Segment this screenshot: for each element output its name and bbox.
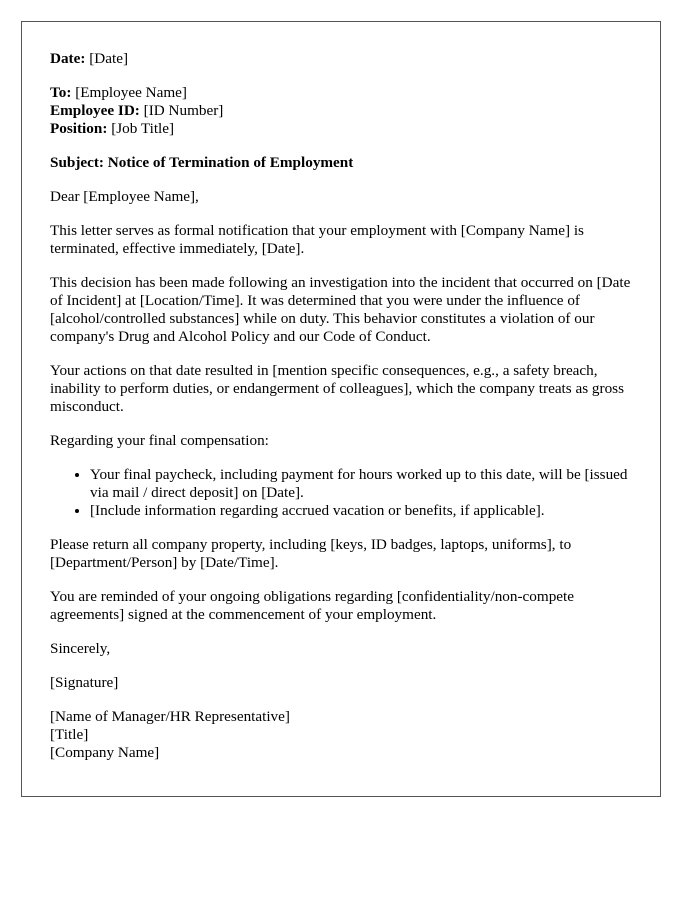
signer-company: [Company Name] (50, 744, 160, 761)
paragraph-notification: This letter serves as formal notification that your employment with [Company Name] is terminated, effective immediately, [Date]. (50, 222, 584, 257)
position-label: Position: (50, 120, 108, 137)
date-line (50, 50, 632, 68)
subject-line: Subject: Notice of Termination of Employment (50, 154, 354, 171)
compensation-item-benefits: • [Include information regarding accrued vacation or benefits, if applicable]. (90, 502, 632, 520)
date-label: Date: (50, 50, 86, 67)
salutation: Dear [Employee Name], (50, 188, 199, 205)
signer-name: [Name of Manager/HR Representative] (50, 708, 290, 725)
compensation-list (50, 466, 632, 520)
signer-block (50, 708, 632, 762)
paragraph-investigation: This decision has been made following an investigation into the incident that occurred on [Date of Incident] at [Location/Time]. It was determined that you were under the influence of [alcohol/controlled substances] while on duty. This behavior constitutes a violation of our company's Drug and Alcohol Policy and our Code of Conduct. (50, 274, 631, 345)
employee-id-line (50, 102, 632, 120)
position-value: [Job Title] (111, 120, 175, 137)
signature-placeholder: [Signature] (50, 674, 119, 691)
employee-id-label: Employee ID: (50, 102, 140, 119)
to-line (50, 84, 632, 102)
paragraph-compensation-intro: Regarding your final compensation: (50, 432, 269, 449)
employee-id-value: [ID Number] (143, 102, 224, 119)
sign-off: Sincerely, (50, 640, 111, 657)
signer-title: [Title] (50, 726, 89, 743)
paragraph-return-property: Please return all company property, including [keys, ID badges, laptops, uniforms], to [Department/Person] by [Date/Time]. (50, 536, 572, 571)
paragraph-obligations: You are reminded of your ongoing obligations regarding [confidentiality/non-compete agreements] signed at the commencement of your employment. (50, 588, 574, 623)
date-value: [Date] (89, 50, 129, 67)
position-line (50, 120, 632, 138)
to-value: [Employee Name] (75, 84, 187, 101)
compensation-item-paycheck: • Your final paycheck, including payment for hours worked up to this date, will be [issued via mail / direct deposit] on [Date]. (90, 466, 632, 502)
letter-document (21, 21, 661, 797)
to-label: To: (50, 84, 72, 101)
paragraph-consequences: Your actions on that date resulted in [mention specific consequences, e.g., a safety breach, inability to perform duties, or endangerment of colleagues], which the company treats as gross misconduct. (50, 362, 625, 415)
